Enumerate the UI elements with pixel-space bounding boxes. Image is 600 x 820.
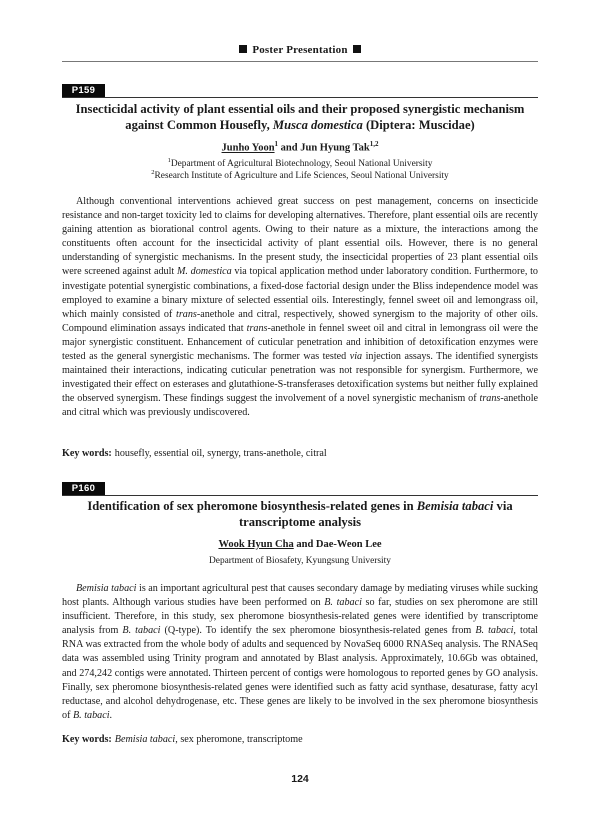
abstract-italic: B. tabaci	[324, 597, 362, 609]
header-label: Poster Presentation	[252, 44, 348, 56]
author-joiner: and	[293, 539, 316, 550]
keywords-line	[62, 447, 538, 461]
poster-title	[62, 101, 538, 133]
affiliation-text: Department of Agricultural Biotechnology, Seoul National University	[170, 159, 433, 170]
abstract-italic: trans	[479, 393, 501, 405]
abstract-italic: Bemisia tabaci	[76, 583, 137, 594]
abstract-text: Although conventional interventions achieved great success on pest management, concerns on insecticide resistance and non-target toxicity led to claims for developing alternatives. Therefore, plant essential oils are recently gaining attention as biorational control agents. Owing to their nature as a mixture, the interactions among the constituents often account for the insecticidal activity of plant essential oils. However, there is no general understanding of synergistic mechanisms. In the present study, the insecticidal properties of 23 plant essential oils were screened against adult	[62, 196, 538, 278]
abstract-text: so far, studies on sex pheromone are still insufficient. Therefore, in this study, sex pheromone biosynthesis-related genes were identified by transcriptome analysis from	[62, 597, 538, 637]
poster-id-tag: P159	[62, 84, 105, 97]
author-line	[62, 539, 538, 550]
keywords-label: Key words:	[62, 448, 112, 459]
affiliation-text: Department of Biosafety, Kyungsung University	[209, 556, 391, 566]
title-text: (Diptera: Muscidae)	[362, 118, 475, 132]
abstract-text: -anethole and citral which was previously undiscovered.	[62, 393, 538, 419]
author-name-presenter: Wook Hyun Cha	[218, 539, 294, 550]
section-rule	[62, 97, 538, 98]
poster-id-tag: P160	[62, 482, 105, 495]
abstract-italic: trans	[246, 322, 268, 334]
abstract-italic: trans	[176, 308, 197, 320]
author-sup: 1,2	[369, 140, 379, 148]
author-name-presenter: Junho Yoon	[221, 142, 275, 154]
abstract-text: is an important agricultural pest that causes secondary damage by mediating viruses while sucking host plants. Although various studies have been performed on	[62, 583, 538, 609]
keywords-italic: Bemisia tabaci	[114, 734, 176, 745]
square-bullet-icon	[239, 45, 247, 53]
poster-title	[62, 498, 538, 530]
abstract-text: .	[109, 709, 113, 721]
abstract-text: , total RNA was extracted from the whole body of adults and sequenced by NovaSeq 6000 RNASeq analysis. The RNASeq data was assembled using Trinity program and annotated by Blast analysis. Approximately, 10.6Gb was obtained, and 274,242 contigs were annotated. Thirteen percent of contigs were homologous to reported genes by GO analysis. Finally, sex pheromone biosynthesis-related genes were identified such as fatty acid synthase, desaturase, fatty acyl reductase, and alcohol dehydrogenase, etc. These genes are likely to be involved in the sex pheromone biosynthesis of	[62, 625, 538, 721]
abstract-italic: M. domestica	[176, 266, 232, 278]
keywords-label: Key words:	[62, 734, 112, 745]
author-joiner: and	[278, 142, 301, 154]
keywords-line	[62, 733, 538, 747]
abstract-italic: B. tabaci	[475, 625, 514, 637]
author-name: Dae-Weon Lee	[315, 539, 382, 550]
abstract-body	[62, 195, 538, 421]
abstract-text: -anethole in fennel sweet oil and citral in lemongrass oil were the major synergistic constituent. Enhancement of cuticular penetration and inhibition of detoxification enzymes were tested as the general synergistic mechanisms. The former was tested	[62, 322, 538, 363]
header-rule	[62, 61, 538, 62]
abstract-text: -anethole and citral, respectively, showed synergism to the majority of other oils. Compound elimination assays indicated that	[62, 308, 538, 334]
keywords-text: housefly, essential oil, synergy, trans-anethole, citral	[114, 448, 327, 459]
abstract-italic: B. tabaci	[122, 625, 161, 637]
affiliation	[62, 555, 538, 567]
title-text: Identification of sex pheromone biosynthesis-related genes in	[87, 499, 417, 513]
author-line	[62, 140, 538, 154]
abstract-body	[62, 582, 538, 723]
title-species: Musca domestica	[272, 118, 363, 132]
running-header	[62, 44, 538, 56]
abstract-text: (Q-type). To identify the sex pheromone biosynthesis-related genes from	[160, 625, 476, 637]
title-text: via transcriptome analysis	[238, 499, 513, 529]
abstract-text: via topical application method under laboratory condition. Furthermore, to investigate potential synergistic combinations, a fixed-dose factorial design under the Bliss independence model was employed to examine a binary mixture of selected essential oils. Interestingly, fennel sweet oil and lemongrass oil, which mainly consisted of	[62, 266, 538, 320]
author-name: Jun Hyung Tak	[300, 142, 370, 154]
affiliation	[62, 167, 538, 182]
affiliation-sup: 1	[167, 157, 171, 164]
affiliation-sup: 2	[151, 169, 155, 176]
title-species: Bemisia tabaci	[416, 499, 494, 513]
keywords-text: , sex pheromone, transcriptome	[175, 734, 303, 745]
abstract-italic: B. tabaci	[72, 709, 110, 721]
section-rule	[62, 495, 538, 496]
affiliation-text: Research Institute of Agriculture and Life Sciences, Seoul National University	[154, 171, 449, 182]
author-sup: 1	[274, 140, 279, 148]
abstract-text: injection assays. The identified synergists maintained their interactions, indicating cuticular penetration was not responsible for synergism. Furthermore, we investigated their effect on esterases and glutathione-S-transferases detoxification systems but neither fully explained the observed synergism. These findings suggest the involvement of a novel synergistic mechanism of	[62, 351, 538, 405]
abstract-italic: via	[349, 351, 363, 363]
page-number: 124	[291, 773, 309, 785]
square-bullet-icon	[353, 45, 361, 53]
title-text: Insecticidal activity of plant essential oils and their proposed synergistic mechanism against Common Housefly,	[75, 102, 525, 132]
